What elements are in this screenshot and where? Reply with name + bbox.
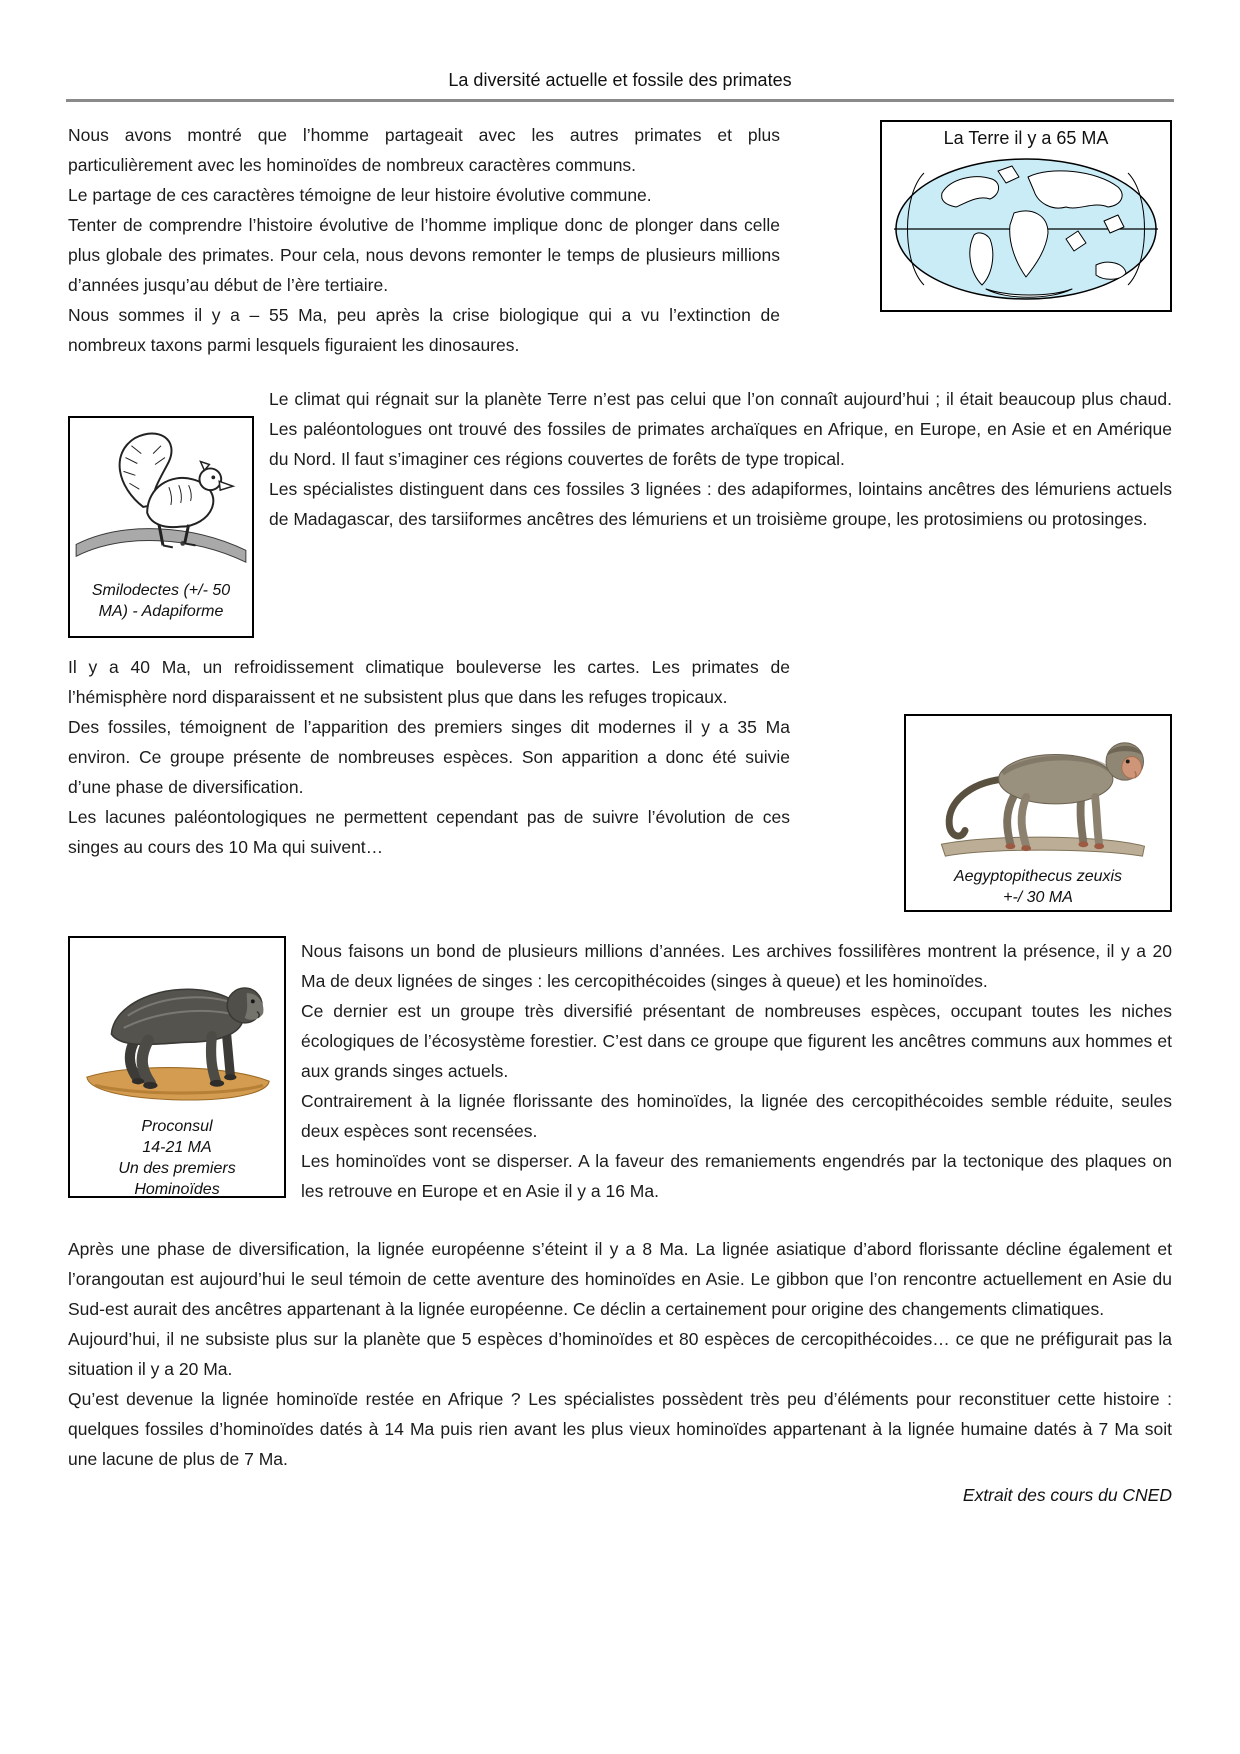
cooling-text (68, 652, 790, 912)
section-intro (68, 120, 1172, 360)
paragraph: Nous faisons un bond de plusieurs millions d’années. Les archives fossilifères montrent la présence, il y a 20 Ma de deux lignées de singes : les cercopithécoides (singes à queue) et les hominoïdes. (301, 941, 1172, 991)
climate-text (269, 384, 1172, 638)
figure-smilodectes (68, 416, 254, 638)
caption-line: Proconsul (141, 1118, 213, 1135)
paragraph: Aujourd’hui, il ne subsiste plus sur la planète que 5 espèces d’hominoïdes et 80 espèces de cercopithécoides… ce que ne préfigurait pas la situation il y a 20 Ma. (68, 1329, 1172, 1379)
paragraph: Les lacunes paléontologiques ne permettent cependant pas de suivre l’évolution de ces singes au cours des 10 Ma qui suivent… (68, 807, 790, 857)
paragraph: Les hominoïdes vont se disperser. A la faveur des remaniements engendrés par la tectonique des plaques on les retrouve en Europe et en Asie il y a 16 Ma. (301, 1151, 1172, 1201)
section-lineages (68, 936, 1172, 1206)
paragraph: Tenter de comprendre l’histoire évolutive de l’homme implique donc de plonger dans celle plus globale des primates. Pour cela, nous devons remonter le temps de plusieurs millions d’années jusqu’au début de l’ère tertiaire. (68, 215, 780, 295)
paragraph: Ce dernier est un groupe très diversifié présentant de nombreuses espèces, occupant toutes les niches écologiques de l’écosystème forestier. C’est dans ce groupe que figurent les ancêtres communs aux hommes et aux grands singes actuels. (301, 1001, 1172, 1081)
figure-proconsul (68, 936, 286, 1198)
document-content (0, 120, 1240, 1474)
source-credit: Extrait des cours du CNED (962, 1485, 1172, 1505)
paragraph: Nous avons montré que l’homme partageait avec les autres primates et plus particulièrement avec les hominoïdes de nombreux caractères communs. (68, 125, 780, 175)
figure-aegyptopithecus (904, 714, 1172, 912)
earth-map-title: La Terre il y a 65 MA (943, 128, 1109, 148)
aegyptopithecus-caption (910, 866, 1166, 908)
paragraph: Qu’est devenue la lignée hominoïde restée en Afrique ? Les spécialistes possèdent très peu d’éléments pour reconstituer cette histoire : quelques fossiles d’hominoïdes datés à 14 Ma puis rien avant les plus vieux hominoïdes appartenant à la lignée humaine datés à 7 Ma soit une lacune de plus de 7 Ma. (68, 1389, 1172, 1469)
paragraph: Le climat qui régnait sur la planète Terre n’est pas celui que l’on connaît aujourd’hui ; il était beaucoup plus chaud. Les paléontologues ont trouvé des fossiles de primates archaïques en Afrique, en Europe, en Asie et en Amérique du Nord. Il faut s’imaginer ces régions couvertes de forêts de type tropical. (269, 389, 1172, 469)
aegyptopithecus-illustration (910, 722, 1166, 862)
paragraph: Le partage de ces caractères témoigne de leur histoire évolutive commune. (68, 185, 652, 205)
section-cooling (68, 652, 1172, 912)
smilodectes-illustration (74, 426, 248, 576)
earth-map-illustration (886, 151, 1166, 303)
intro-text (68, 120, 780, 360)
page-title: La diversité actuelle et fossile des primates (448, 70, 792, 90)
section-conclusion (68, 1234, 1172, 1474)
caption-line: Un des premiers Hominoïdes (118, 1160, 236, 1198)
proconsul-caption (74, 1116, 280, 1200)
caption-line: MA) - Adapiforme (98, 603, 224, 620)
caption-line: Aegyptopithecus zeuxis (953, 868, 1123, 885)
caption-line: +-/ 30 MA (1003, 889, 1073, 906)
caption-line: Smilodectes (+/- 50 (91, 582, 231, 599)
paragraph: Après une phase de diversification, la lignée européenne s’éteint il y a 8 Ma. La lignée asiatique d’abord florissante décline également et l’orangoutan est aujourd’hui le seul témoin de cette aventure des hominoïdes en Asie. Le gibbon que l’on rencontre actuellement en Asie du Sud-est aurait des ancêtres appartenant à la lignée européenne. Ce déclin a certainement pour origine des changements climatiques. (68, 1239, 1172, 1319)
section-climate (68, 384, 1172, 638)
figure-earth-map (880, 120, 1172, 312)
paragraph: Des fossiles, témoignent de l’apparition des premiers singes dit modernes il y a 35 Ma environ. Ce groupe présente de nombreuses espèces. Son apparition a donc été suivie d’une phase de diversification. (68, 717, 790, 797)
title-divider (66, 99, 1174, 102)
paragraph: Nous sommes il y a – 55 Ma, peu après la crise biologique qui a vu l’extinction de nombreux taxons parmi lesquels figuraient les dinosaures. (68, 305, 780, 355)
smilodectes-caption (74, 580, 248, 622)
paragraph: Il y a 40 Ma, un refroidissement climatique bouleverse les cartes. Les primates de l’hémisphère nord disparaissent et ne subsistent plus que dans les refuges tropicaux. (68, 657, 790, 707)
proconsul-illustration (74, 946, 280, 1112)
paragraph: Contrairement à la lignée florissante des hominoïdes, la lignée des cercopithécoides semble réduite, seules deux espèces sont recensées. (301, 1091, 1172, 1141)
lineages-text (301, 936, 1172, 1206)
caption-line: 14-21 MA (142, 1139, 212, 1156)
paragraph: Les spécialistes distinguent dans ces fossiles 3 lignées : des adapiformes, lointains ancêtres des lémuriens actuels de Madagascar, des tarsiiformes ancêtres des lémuriens et un troisième groupe, les protosimiens ou protosinges. (269, 479, 1172, 529)
